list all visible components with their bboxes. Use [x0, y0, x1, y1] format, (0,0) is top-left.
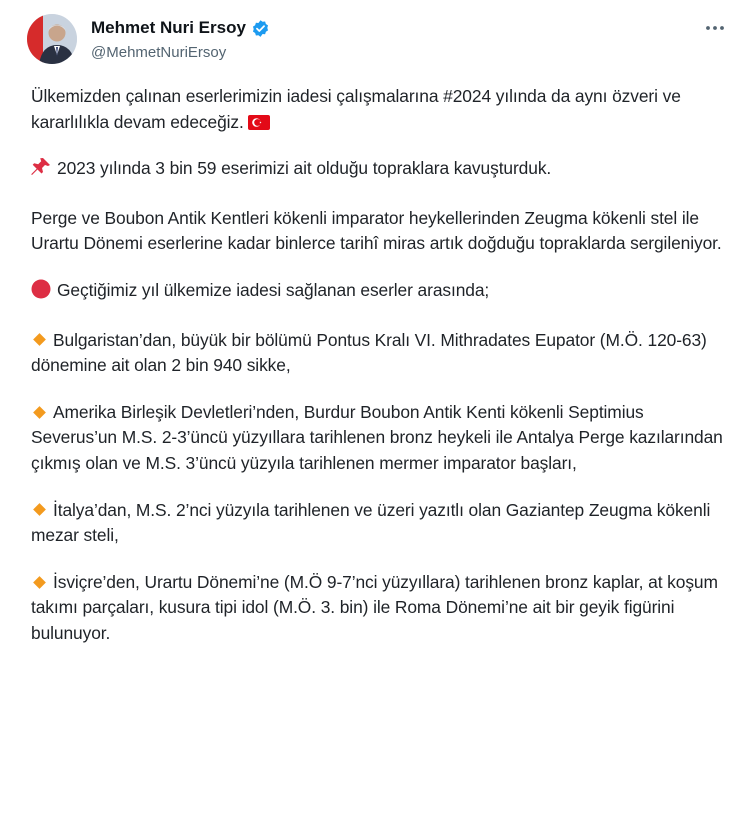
author-handle[interactable]: @MehmetNuriErsoy — [91, 44, 227, 61]
avatar[interactable] — [27, 14, 77, 64]
red-circle-icon — [31, 279, 51, 307]
stat-paragraph — [31, 156, 731, 185]
turkey-flag-icon — [248, 115, 270, 130]
list-item — [31, 570, 731, 647]
post-header — [27, 12, 730, 68]
list-item-text: İtalya’dan, M.S. 2’nci yüzyıla tarihlenen ve üzeri yazıtlı olan Gaziantep Zeugma kökenli mezar steli, — [31, 499, 711, 546]
list-item-text: Bulgaristan’dan, büyük bir bölümü Pontus Kralı VI. Mithradates Eupator (M.Ö. 120-63) dönemine ait olan 2 bin 940 sikke, — [31, 329, 707, 376]
intro-text-a: Ülkemizden çalınan eserlerimizin iadesi çalışmalarına — [31, 86, 444, 106]
list-item — [31, 400, 731, 477]
list-item — [31, 498, 731, 549]
orange-diamond-icon — [33, 406, 46, 419]
detail-paragraph: Perge ve Boubon Antik Kentleri kökenli imparator heykellerinden Zeugma kökenli stel ile Urartu Dönemi eserlerine kadar binlerce tarihî miras artık doğduğu topraklarda sergileniyor. — [31, 207, 722, 254]
verified-badge-icon — [251, 19, 270, 38]
more-options-icon[interactable] — [700, 16, 730, 40]
list-item — [31, 328, 731, 379]
list-item-text: İsviçre’den, Urartu Dönemi’ne (M.Ö 9-7’nci yüzyıllara) tarihlenen bronz kaplar, at koşum takımı parçaları, kusura tipi idol (M.Ö. 3. bin) ile Roma Dönemi’ne ait bir geyik figürini bulunuyor. — [31, 571, 718, 643]
stat-text: 2023 yılında 3 bin 59 eserimizi ait olduğu topraklara kavuşturduk. — [57, 158, 552, 179]
intro-paragraph — [31, 84, 731, 135]
orange-diamond-icon — [33, 504, 46, 517]
avatar-image — [27, 14, 77, 64]
intro-text-b: yılında da aynı özveri ve kararlılıkla devam edeceğiz. — [31, 86, 681, 132]
orange-diamond-icon — [33, 576, 46, 589]
list-intro-paragraph — [31, 278, 731, 307]
author-line — [91, 18, 270, 38]
list-intro-text: Geçtiğimiz yıl ülkemize iadesi sağlanan eserler arasında; — [57, 279, 490, 300]
list-item-text: Amerika Birleşik Devletleri’nden, Burdur Boubon Antik Kenti kökenli Septimius Severus’un M.S. 2-3’üncü yüzyıllara tarihlenen bronz heykeli ile Antalya Perge kazılarından çıkmış olan ve M.S. 3’üncü yüzyıla tarihlenen mermer imparator başları, — [31, 401, 723, 473]
orange-diamond-icon — [33, 334, 46, 347]
author-name[interactable]: Mehmet Nuri Ersoy — [91, 18, 246, 37]
pushpin-icon — [31, 157, 51, 185]
hashtag-link[interactable]: #2024 — [443, 86, 492, 106]
post-body — [31, 84, 731, 668]
